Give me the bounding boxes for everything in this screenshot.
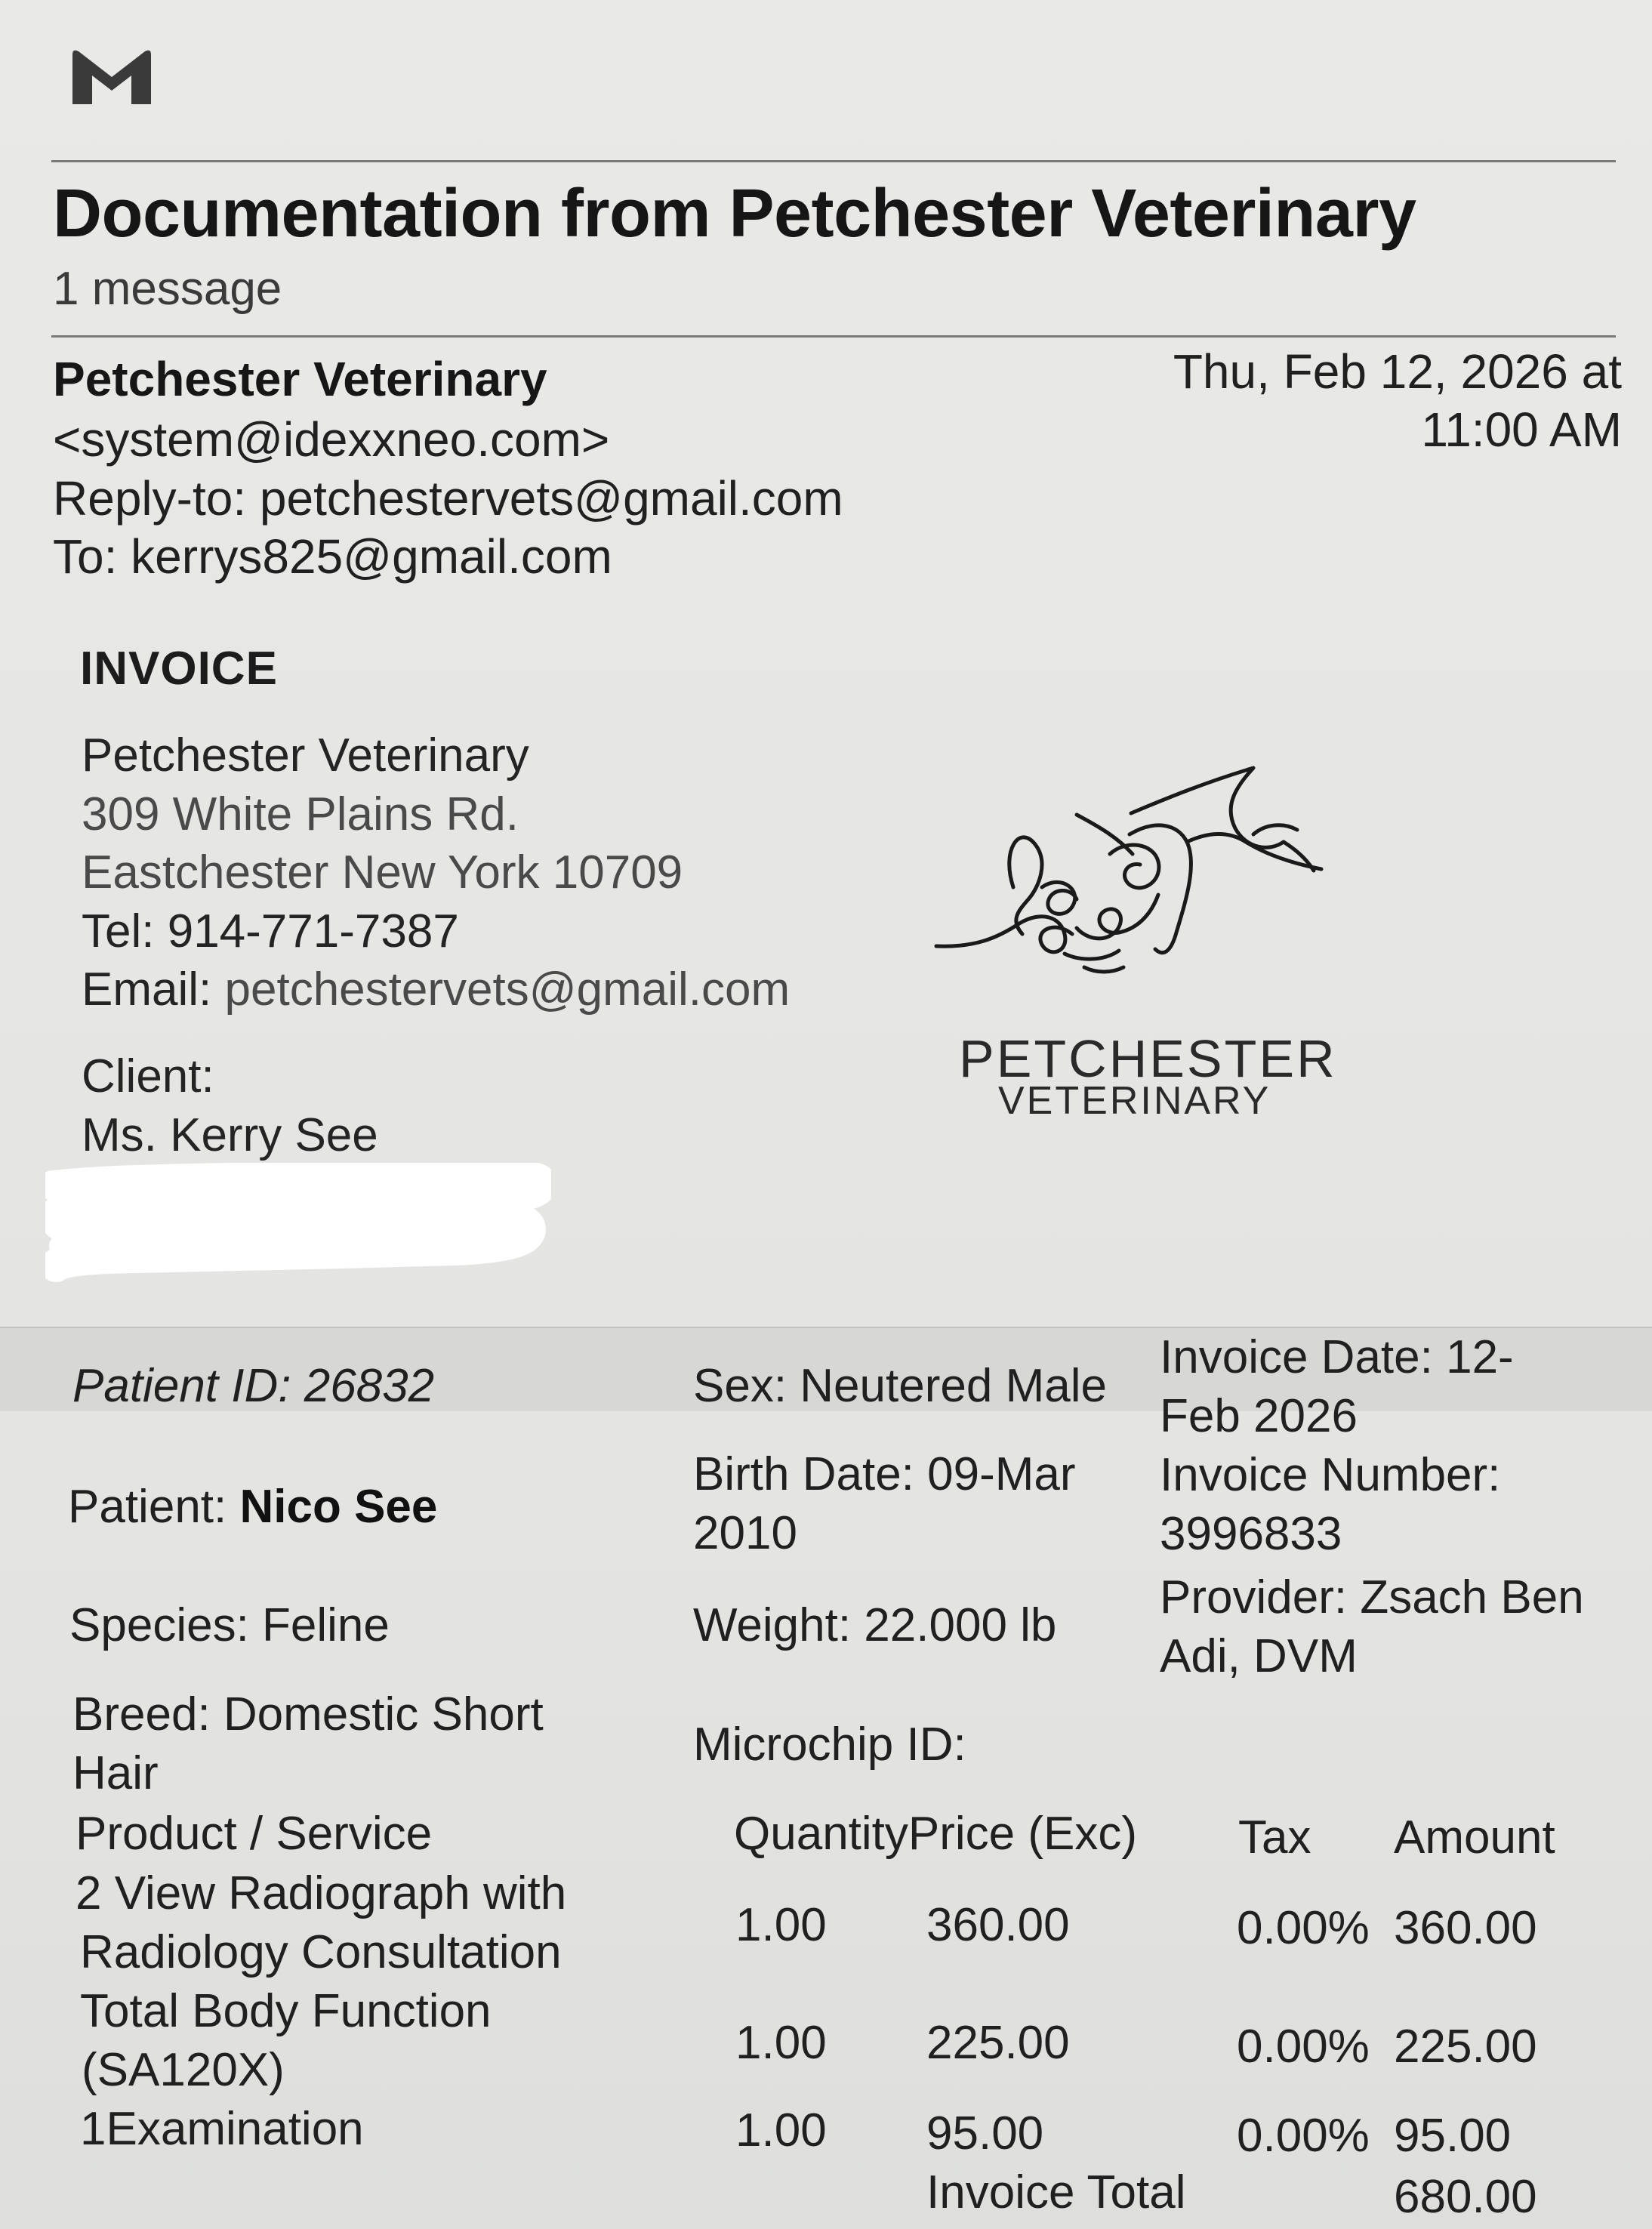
row-1-name-line1: 2 View Radiograph with bbox=[76, 1867, 567, 1919]
patient-id-value: 26832 bbox=[304, 1360, 435, 1412]
invoice-number-line2: 3996833 bbox=[1160, 1508, 1342, 1560]
subject-divider bbox=[51, 335, 1616, 338]
email-subject: Documentation from Petchester Veterinary bbox=[53, 176, 1416, 251]
patient-divider bbox=[0, 1327, 1652, 1328]
patient-birth-line1: Birth Date: 09-Mar bbox=[693, 1448, 1076, 1500]
clinic-email bbox=[82, 963, 790, 1016]
row-1-name-line2: Radiology Consultation bbox=[80, 1926, 562, 1978]
patient-weight: Weight: 22.000 lb bbox=[693, 1599, 1057, 1651]
clinic-name: Petchester Veterinary bbox=[82, 729, 529, 782]
row-1-amount: 360.00 bbox=[1394, 1902, 1537, 1954]
col-header-product: Product / Service bbox=[76, 1808, 433, 1860]
patient-birth-line2: 2010 bbox=[693, 1507, 797, 1559]
patient-breed-line1: Breed: Domestic Short bbox=[72, 1688, 544, 1740]
row-1-quantity: 1.00 bbox=[735, 1899, 827, 1951]
gmail-logo-icon bbox=[69, 47, 154, 107]
col-header-quantity: Quantity bbox=[734, 1808, 908, 1860]
clinic-city: Eastchester New York 10709 bbox=[82, 846, 683, 899]
col-header-price: Price (Exc) bbox=[908, 1808, 1138, 1860]
row-1-price: 360.00 bbox=[926, 1899, 1070, 1951]
reply-to[interactable]: Reply-to: petchestervets@gmail.com bbox=[53, 471, 843, 526]
patient-id bbox=[72, 1359, 434, 1413]
clinic-street: 309 White Plains Rd. bbox=[82, 788, 519, 840]
patient-breed-line2: Hair bbox=[72, 1747, 159, 1799]
email-time: 11:00 AM bbox=[1421, 402, 1622, 457]
row-2-amount: 225.00 bbox=[1394, 2021, 1537, 2073]
col-header-amount: Amount bbox=[1394, 1811, 1555, 1864]
logo-wordmark-top: PETCHESTER bbox=[959, 1029, 1337, 1088]
clinic-tel[interactable]: Tel: 914-771-7387 bbox=[82, 905, 459, 957]
invoice-total-label: Invoice Total bbox=[926, 2166, 1186, 2218]
row-3-price: 95.00 bbox=[926, 2107, 1044, 2160]
row-1-tax: 0.00% bbox=[1237, 1902, 1370, 1954]
row-3-amount: 95.00 bbox=[1394, 2110, 1512, 2162]
invoice-date-line1: Invoice Date: 12- bbox=[1160, 1331, 1514, 1383]
row-3-quantity: 1.00 bbox=[735, 2104, 827, 2157]
patient-microchip: Microchip ID: bbox=[693, 1719, 966, 1771]
client-label: Client: bbox=[82, 1050, 214, 1102]
message-count: 1 message bbox=[53, 263, 282, 315]
row-2-price: 225.00 bbox=[926, 2017, 1070, 2069]
top-divider bbox=[51, 160, 1616, 162]
redaction-mark bbox=[45, 1163, 551, 1284]
invoice-title: INVOICE bbox=[80, 643, 278, 695]
to-address[interactable]: To: kerrys825@gmail.com bbox=[53, 529, 612, 584]
client-name: Ms. Kerry See bbox=[82, 1109, 378, 1161]
invoice-date-line2: Feb 2026 bbox=[1160, 1390, 1358, 1442]
invoice-total-value: 680.00 bbox=[1394, 2171, 1537, 2223]
row-2-name-line1: Total Body Function bbox=[80, 1985, 492, 2037]
clinic-email-link[interactable]: petchestervets@gmail.com bbox=[224, 963, 791, 1016]
clinic-email-label: Email: bbox=[82, 963, 212, 1016]
row-3-tax: 0.00% bbox=[1237, 2110, 1370, 2162]
col-header-tax: Tax bbox=[1238, 1811, 1311, 1864]
patient-id-label: Patient ID: bbox=[72, 1360, 291, 1412]
patient-name bbox=[68, 1480, 437, 1534]
row-2-name-line2: (SA120X) bbox=[82, 2044, 285, 2096]
patient-species: Species: Feline bbox=[69, 1599, 390, 1651]
provider-line2: Adi, DVM bbox=[1160, 1630, 1358, 1682]
invoice-number-line1: Invoice Number: bbox=[1160, 1449, 1501, 1501]
email-date: Thu, Feb 12, 2026 at bbox=[1173, 344, 1622, 399]
row-3-name-line1: 1Examination bbox=[80, 2103, 364, 2155]
col-header-quantity-price bbox=[734, 1807, 1137, 1861]
sender-name[interactable]: Petchester Veterinary bbox=[53, 352, 547, 406]
row-2-tax: 0.00% bbox=[1237, 2021, 1370, 2073]
petchester-logo bbox=[929, 759, 1351, 1008]
patient-name-value: Nico See bbox=[239, 1481, 438, 1533]
patient-sex: Sex: Neutered Male bbox=[693, 1360, 1107, 1412]
sender-address[interactable]: <system@idexxneo.com> bbox=[53, 412, 610, 467]
logo-wordmark-bottom: VETERINARY bbox=[998, 1079, 1271, 1123]
patient-name-label: Patient: bbox=[68, 1481, 227, 1533]
provider-line1: Provider: Zsach Ben bbox=[1160, 1571, 1584, 1623]
row-2-quantity: 1.00 bbox=[735, 2017, 827, 2069]
